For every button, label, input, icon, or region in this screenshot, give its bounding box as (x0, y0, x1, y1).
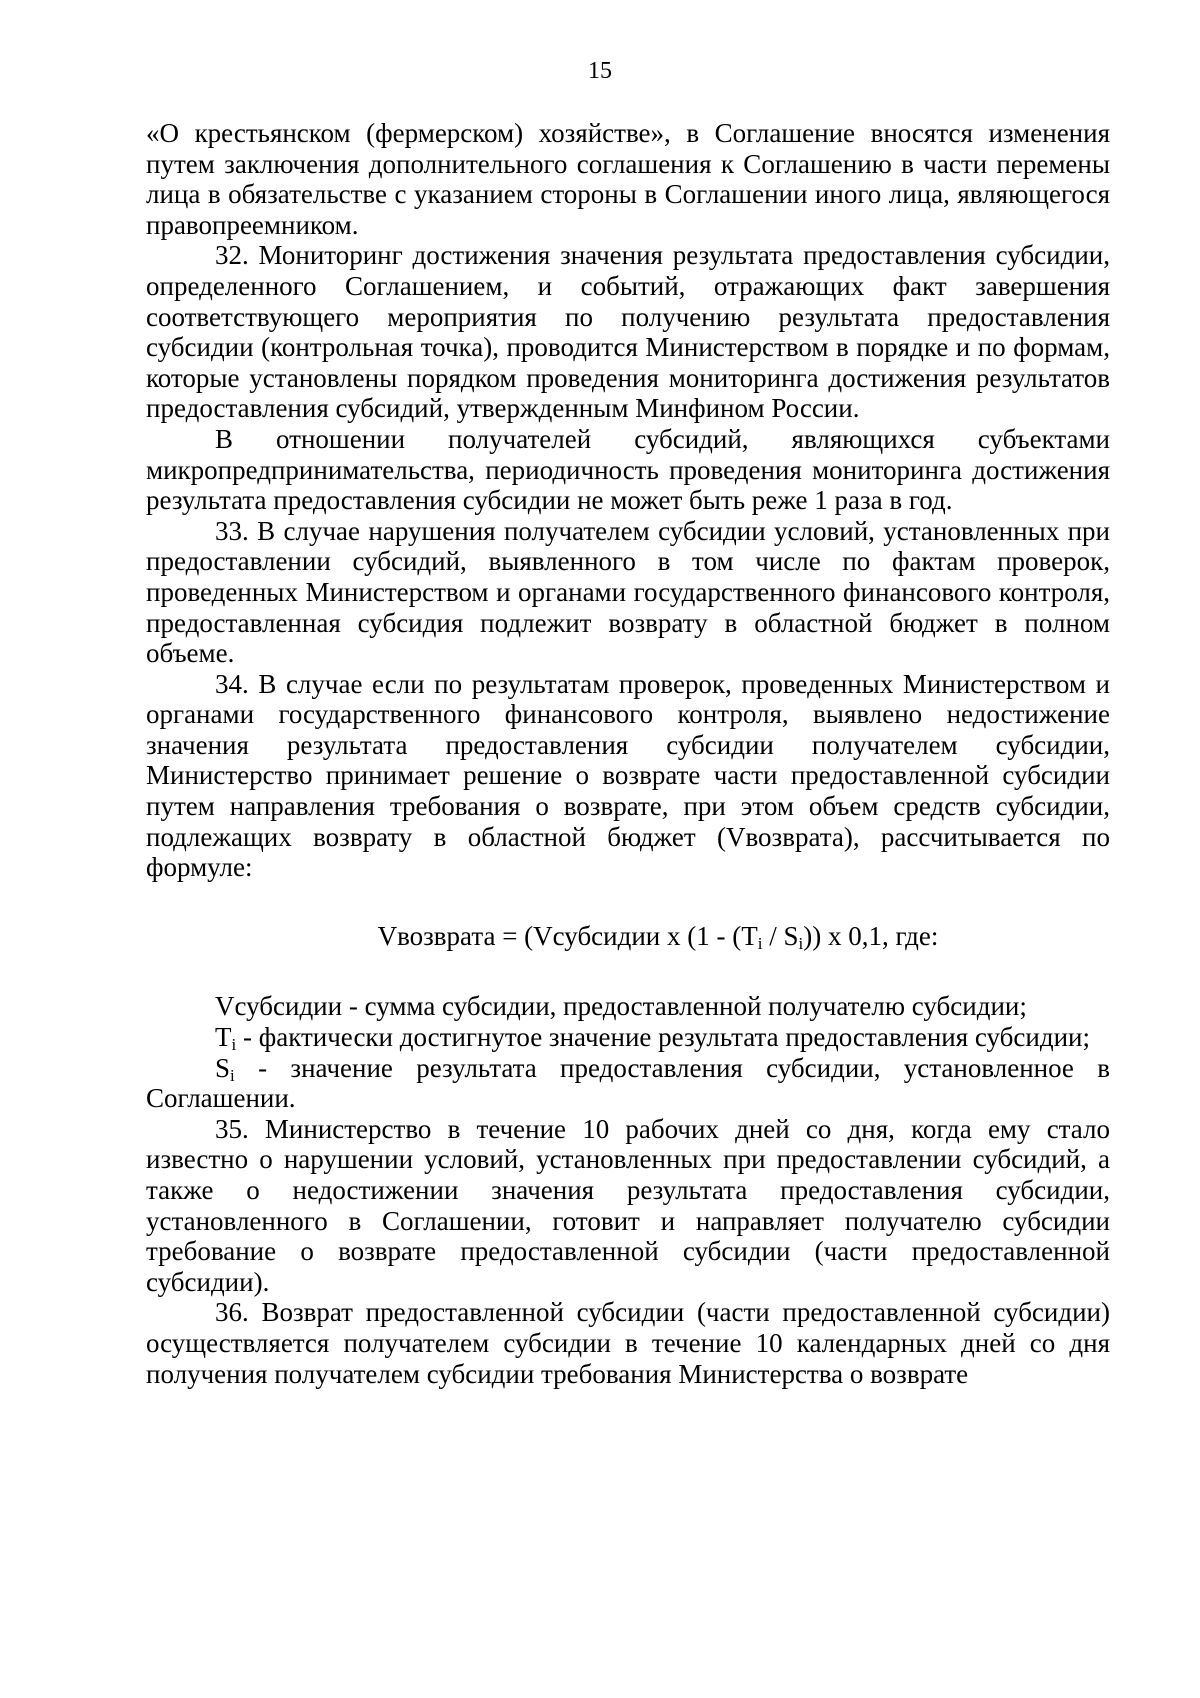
paragraph-33: 33. В случае нарушения получателем субсидии условий, установленных при предоставлении субсидий, выявленного в том числе по фактам проверок, проведенных Министерством и органами государственного финансового контроля, предоставленная субсидия подлежит возврату в областной бюджет в полном объеме. (146, 515, 1110, 669)
formula-part2: / S (762, 920, 799, 951)
formula-sub1: i (757, 933, 763, 953)
t-text: - фактически достигнутое значение результата предоставления субсидии; (236, 1022, 1090, 1053)
paragraph-32: 32. Мониторинг достижения значения результата предоставления субсидии, определенного Соглашением, и событий, отражающих факт завершения соответствующего мероприятия по получению результата предоставления субсидии (контрольная точка), проводится Министерством в порядке и по формам, которые установлены порядком проведения мониторинга достижения результатов предоставления субсидий, утвержденным Минфином России. (146, 240, 1110, 424)
definition-t (146, 1022, 1110, 1053)
t-symbol: T (215, 1022, 232, 1053)
definition-v-subsidy: Vсубсидии - сумма субсидии, предоставленной получателю субсидии; (215, 991, 1027, 1022)
paragraph-continuation: «О крестьянском (фермерском) хозяйстве», в Соглашение вносятся изменения путем заключения дополнительного соглашения к Соглашению в части перемены лица в обязательстве с указанием стороны в Соглашении иного лица, являющегося правопреемником. (146, 118, 1110, 240)
paragraph-35: 35. Министерство в течение 10 рабочих дней со дня, когда ему стало известно о нарушении условий, установленных при предоставлении субсидий, а также о недостижении значения результата предоставления субсидии, установленного в Соглашении, готовит и направляет получателю субсидии требование о возврате предоставленной субсидии (части предоставленной субсидии). (146, 1113, 1110, 1297)
formula (146, 921, 1110, 952)
definition-s (146, 1053, 1110, 1114)
s-symbol: S (215, 1052, 231, 1083)
formula-part3: )) x 0,1, где: (803, 920, 939, 951)
document-body (146, 118, 1110, 1389)
formula-sub2: i (798, 933, 804, 953)
paragraph-36: 36. Возврат предоставленной субсидии (части предоставленной субсидии) осуществляется получателем субсидии в течение 10 календарных дней со дня получения получателем субсидии требования Министерства о возврате (146, 1297, 1110, 1389)
paragraph-34: 34. В случае если по результатам проверок, проведенных Министерством и органами государственного финансового контроля, выявлено недостижение значения результата предоставления субсидии получателем субсидии, Министерство принимает решение о возврате части предоставленной субсидии путем направления требования о возврате, при этом объем средств субсидии, подлежащих возврату в областной бюджет (Vвозврата), рассчитывается по формуле: (146, 668, 1110, 883)
formula-part1: Vвозврата = (Vсубсидии x (1 - (T (377, 920, 758, 951)
paragraph-micro: В отношении получателей субсидий, являющихся субъектами микропредпринимательства, периодичность проведения мониторинга достижения результата предоставления субсидии не может быть реже 1 раза в год. (146, 423, 1110, 516)
s-text: - значение результата предоставления субсидии, установленное в Соглашении. (146, 1052, 1110, 1114)
t-sub: i (231, 1035, 237, 1055)
s-sub: i (230, 1065, 235, 1085)
page-number: 15 (588, 58, 612, 84)
